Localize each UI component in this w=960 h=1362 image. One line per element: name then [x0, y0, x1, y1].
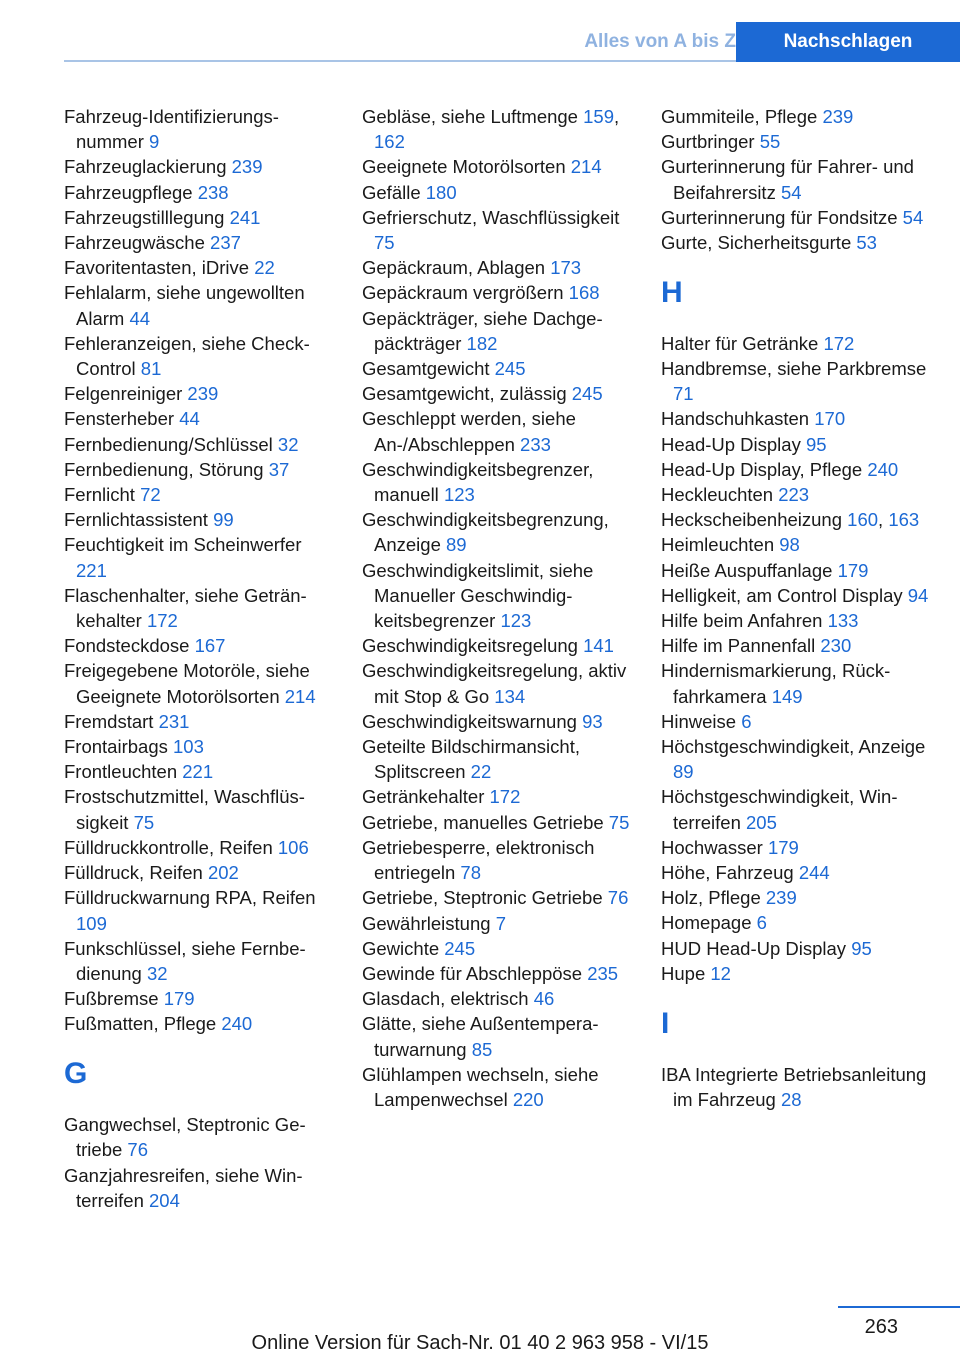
index-entry	[64, 205, 334, 230]
index-term: Hochwasser	[661, 836, 763, 858]
index-term: Fahrzeugstilllegung	[64, 206, 225, 228]
index-entry	[64, 280, 334, 330]
page-reference-link[interactable]: 172	[146, 610, 178, 632]
index-entry	[661, 835, 931, 860]
index-entry	[64, 406, 334, 431]
page-reference-link[interactable]: 214	[284, 685, 316, 707]
index-entry	[661, 860, 931, 885]
page-reference-link[interactable]: 37	[268, 458, 290, 480]
page-reference-link[interactable]: 214	[570, 156, 602, 178]
index-term: Gurte, Sicherheitsgurte	[661, 232, 852, 254]
index-term: Glätte, siehe Außentemperaturwarnung	[362, 1013, 599, 1060]
index-term: Hilfe beim Anfahren	[661, 610, 823, 632]
index-entry	[661, 910, 931, 935]
page-reference-link[interactable]: 172	[489, 786, 521, 808]
page-number: 263	[864, 1316, 898, 1338]
page-reference-link[interactable]: 134	[494, 685, 526, 707]
page-reference-link[interactable]: 180	[425, 181, 457, 203]
page-reference-link[interactable]: 163	[888, 509, 920, 531]
page-reference-link[interactable]: 75	[374, 232, 395, 254]
index-entry	[661, 608, 931, 633]
index-term: Geschwindigkeitsregelung, aktiv mit Stop & Go	[362, 660, 627, 707]
index-term: Gewährleistung	[362, 912, 491, 934]
index-entry	[661, 784, 931, 834]
index-term: Geschwindigkeitsregelung	[362, 635, 578, 657]
index-term: Handbremse, siehe Parkbremse	[661, 358, 927, 379]
index-column-2	[362, 104, 632, 1112]
index-entry	[64, 230, 334, 255]
page-reference-link[interactable]: 44	[129, 307, 151, 329]
index-entry	[362, 936, 632, 961]
index-entry	[661, 709, 931, 734]
index-entry	[362, 911, 632, 936]
index-term: Gewinde für Abschleppöse	[362, 962, 583, 984]
index-entry	[64, 1011, 334, 1036]
index-entry	[64, 507, 334, 532]
index-entry	[64, 381, 334, 406]
index-term: Heimleuchten	[661, 534, 775, 556]
index-term: Fahrzeug-Identifizierungsnummer	[64, 106, 279, 153]
index-term: Frostschutzmittel, Waschflüssigkeit	[64, 786, 305, 833]
page-reference-link[interactable]: 75	[608, 811, 630, 833]
page-reference-link[interactable]: 133	[827, 610, 859, 632]
index-entry	[661, 104, 931, 129]
index-term: Hindernismarkierung, Rückfahrkamera	[661, 660, 891, 707]
page-reference-link[interactable]: 28	[780, 1088, 802, 1110]
index-term: Gurtbringer	[661, 131, 755, 153]
index-entry	[362, 633, 632, 658]
index-entry	[362, 180, 632, 205]
page-reference-link[interactable]: 6	[756, 912, 767, 934]
index-term: Handschuhkasten	[661, 408, 810, 430]
index-term: Geschwindigkeitswarnung	[362, 710, 577, 732]
page-reference-link[interactable]: 223	[778, 484, 810, 506]
page-reference-link[interactable]: 99	[213, 509, 234, 531]
page-reference-link[interactable]: 95	[805, 433, 827, 455]
index-term: Gefrierschutz, Waschflüssigkeit	[362, 206, 620, 228]
page-reference-link[interactable]: 123	[500, 610, 532, 632]
index-term: Fußbremse	[64, 988, 159, 1010]
page-reference-link[interactable]: 71	[673, 383, 694, 405]
page-reference-link[interactable]: 89	[446, 534, 467, 556]
index-term: Getriebe, Steptronic Getriebe	[362, 887, 603, 909]
page-reference-link[interactable]: 221	[182, 761, 214, 783]
page-reference-link[interactable]: 22	[470, 761, 492, 783]
page-reference-link[interactable]: 32	[146, 962, 168, 984]
index-term: Fehleranzeigen, siehe Check-Control	[64, 332, 310, 380]
index-term: Gepäckträger, siehe Dachgepäckträger	[362, 307, 603, 354]
page-reference-link[interactable]: 76	[607, 887, 629, 909]
index-entry	[64, 835, 334, 860]
index-entry	[362, 356, 632, 381]
index-entry	[64, 583, 334, 633]
page-reference-link[interactable]: 162	[374, 131, 405, 153]
index-term: Glasdach, elektrisch	[362, 988, 529, 1010]
index-term: Gefälle	[362, 181, 421, 203]
page-reference-link[interactable]: 179	[767, 836, 799, 858]
page-reference-link[interactable]: 168	[568, 282, 600, 304]
index-entry	[64, 331, 334, 381]
index-term: Gurterinnerung für Fahrer- und Beifahrersitz	[661, 156, 914, 203]
page-reference-link[interactable]: 172	[823, 332, 855, 354]
index-term: Getriebe, manuelles Getriebe	[362, 811, 604, 833]
page-reference-link[interactable]: 179	[163, 988, 195, 1010]
index-entry	[64, 255, 334, 280]
index-entry	[362, 558, 632, 634]
page-reference-link[interactable]: 233	[520, 433, 551, 455]
index-entry: Heckscheibenheizung 160, 163	[661, 509, 920, 531]
index-entry	[661, 558, 931, 583]
footer-rule	[838, 1306, 960, 1308]
index-letter-heading: I	[661, 1006, 670, 1040]
page-reference-link[interactable]: 239	[231, 156, 263, 178]
index-entry	[64, 180, 334, 205]
index-entry	[64, 784, 334, 834]
page-reference-link[interactable]: 54	[780, 181, 802, 203]
index-term: Fülldruck, Reifen	[64, 862, 203, 884]
index-entry	[661, 961, 931, 986]
index-entry	[64, 734, 334, 759]
index-entry	[64, 658, 334, 708]
page-reference-link[interactable]: 103	[173, 736, 204, 758]
page-reference-link[interactable]: 98	[779, 534, 800, 556]
index-term: Head-Up Display	[661, 433, 801, 455]
index-entry	[64, 860, 334, 885]
index-entry: Gebläse, siehe Luftmenge 159, 162	[362, 106, 620, 153]
page-reference-link[interactable]: 55	[759, 131, 781, 153]
index-term: Geeignete Motorölsorten	[362, 156, 566, 178]
page-reference-link[interactable]: 240	[867, 458, 899, 480]
page-reference-link[interactable]: 179	[837, 559, 869, 581]
index-term: Höchstgeschwindigkeit, Winterreifen	[661, 786, 898, 833]
index-term: Favoritentasten, iDrive	[64, 257, 250, 279]
page-reference-link[interactable]: 239	[822, 106, 854, 127]
page-reference-link[interactable]: 239	[187, 383, 219, 405]
page-reference-link[interactable]: 230	[820, 635, 852, 657]
index-entry	[661, 205, 931, 230]
page-reference-link[interactable]: 235	[587, 962, 619, 984]
index-entry	[362, 961, 632, 986]
page-reference-link[interactable]: 245	[444, 937, 476, 959]
index-term: Frontleuchten	[64, 761, 178, 783]
index-column-3	[661, 104, 931, 1112]
index-term: Helligkeit, am Control Display	[661, 584, 903, 606]
index-entry	[362, 507, 632, 557]
page-reference-link[interactable]: 237	[210, 232, 241, 254]
page-reference-link[interactable]: 76	[127, 1139, 148, 1161]
index-term: Fernlicht	[64, 484, 135, 506]
index-entry	[64, 532, 334, 582]
index-column-1	[64, 104, 334, 1213]
page-reference-link[interactable]: 170	[814, 408, 846, 430]
index-entry	[362, 658, 632, 708]
page-reference-link[interactable]: 160	[847, 509, 879, 531]
index-term: Fondsteckdose	[64, 635, 190, 657]
index-term: Glühlampen wechseln, siehe Lampenwechsel	[362, 1063, 599, 1110]
page-reference-link[interactable]: 54	[902, 206, 924, 228]
index-term: Gewichte	[362, 937, 440, 959]
page-reference-link[interactable]: 78	[460, 862, 481, 884]
page-reference-link[interactable]: 94	[907, 584, 929, 606]
page-reference-link[interactable]: 6	[741, 710, 752, 732]
index-entry	[661, 457, 931, 482]
index-term: Geschwindigkeitslimit, siehe Manueller Geschwindigkeitsbegrenzer	[362, 559, 594, 632]
page-reference-link[interactable]: 53	[856, 232, 877, 254]
index-term: Geschwindigkeitsbegrenzer, manuell	[362, 458, 594, 506]
chapter-tab-active[interactable]: Nachschlagen	[736, 22, 960, 62]
index-term: Heckleuchten	[661, 484, 774, 506]
index-entry	[661, 331, 931, 356]
index-term: Ganzjahresreifen, siehe Winterreifen	[64, 1164, 303, 1211]
index-term: Gesamtgewicht, zulässig	[362, 383, 567, 405]
page-reference-link[interactable]: 22	[254, 257, 275, 279]
index-entry	[661, 154, 931, 204]
index-term: IBA Integrierte Betriebsanleitung im Fahrzeug	[661, 1063, 927, 1110]
index-term: Heiße Auspuffanlage	[661, 559, 833, 581]
index-term: Gangwechsel, Steptronic Getriebe	[64, 1114, 306, 1161]
page-reference-link[interactable]: 245	[571, 383, 603, 405]
index-entry	[362, 280, 632, 305]
index-term: Fensterheber	[64, 408, 175, 430]
index-entry	[64, 709, 334, 734]
index-term: Homepage	[661, 912, 752, 934]
index-entry	[362, 406, 632, 456]
index-term: Gurterinnerung für Fondsitze	[661, 206, 898, 228]
index-term: Gummiteile, Pflege	[661, 106, 818, 127]
index-term: Flaschenhalter, siehe Getränkehalter	[64, 584, 307, 632]
index-term: Felgenreiniger	[64, 383, 183, 405]
index-entry	[64, 482, 334, 507]
index-entry	[661, 583, 931, 608]
page-reference-link[interactable]: 93	[582, 710, 603, 732]
page-reference-link[interactable]: 12	[710, 962, 731, 984]
index-entry	[362, 306, 632, 356]
index-entry	[661, 532, 931, 557]
index-entry	[661, 129, 931, 154]
page-reference-link[interactable]: 221	[76, 559, 107, 581]
index-entry	[661, 658, 931, 708]
index-term: Head-Up Display, Pflege	[661, 458, 863, 480]
index-entry	[661, 936, 931, 961]
index-entry	[64, 154, 334, 179]
page-reference-link[interactable]: 141	[583, 635, 614, 657]
index-term: Heckscheibenheizung	[661, 509, 843, 531]
page-reference-link[interactable]: 106	[277, 836, 309, 858]
index-term: Fernbedienung/Schlüssel	[64, 433, 273, 455]
index-entry	[661, 734, 931, 784]
index-term: Fernlichtassistent	[64, 509, 208, 531]
page-reference-link[interactable]: 220	[512, 1088, 544, 1110]
page-reference-link[interactable]: 7	[495, 912, 506, 934]
index-term: Getriebesperre, elektronisch entriegeln	[362, 836, 595, 884]
index-entry	[64, 1163, 334, 1213]
index-term: Fülldruckwarnung RPA, Reifen	[64, 887, 316, 909]
page-reference-link[interactable]: 231	[158, 710, 190, 732]
page-reference-link[interactable]: 89	[673, 761, 694, 783]
page-reference-link[interactable]: 245	[494, 358, 526, 380]
page-reference-link[interactable]: 46	[533, 988, 555, 1010]
index-entry	[362, 154, 632, 179]
index-entry	[64, 936, 334, 986]
index-entry	[362, 885, 632, 910]
index-term: Feuchtigkeit im Scheinwerfer	[64, 534, 302, 556]
index-entry	[661, 356, 931, 406]
page-reference-link[interactable]: 32	[277, 433, 299, 455]
index-term: Gepäckraum, Ablagen	[362, 257, 546, 279]
index-entry	[362, 709, 632, 734]
page-reference-link[interactable]: 204	[149, 1189, 180, 1211]
index-term: Fußmatten, Pflege	[64, 1013, 217, 1035]
index-entry	[362, 784, 632, 809]
page-reference-link[interactable]: 123	[443, 484, 475, 506]
index-term: Halter für Getränke	[661, 332, 819, 354]
index-term: Fahrzeugpflege	[64, 181, 193, 203]
index-entry	[362, 457, 632, 507]
index-term: Höchstgeschwindigkeit, Anzeige	[661, 736, 926, 758]
index-entry	[661, 1062, 931, 1112]
index-term: Getränkehalter	[362, 786, 485, 808]
index-entry	[362, 1062, 632, 1112]
index-entry	[362, 986, 632, 1011]
index-entry	[661, 482, 931, 507]
page-reference-link[interactable]: 182	[466, 332, 498, 354]
index-entry	[661, 406, 931, 431]
index-term: Gesamtgewicht	[362, 358, 490, 380]
index-letter-heading: H	[661, 275, 683, 309]
index-term: Geschleppt werden, siehe An-/Abschleppen	[362, 408, 576, 455]
page-reference-link[interactable]: 72	[140, 484, 161, 506]
page-reference-link[interactable]: 173	[550, 257, 582, 279]
index-entry	[64, 885, 334, 935]
page-reference-link[interactable]: 205	[746, 811, 777, 833]
index-entry	[64, 986, 334, 1011]
page-reference-link[interactable]: 109	[76, 912, 107, 934]
index-entry	[661, 885, 931, 910]
index-term: Freigegebene Motoröle, siehe Geeignete Motorölsorten	[64, 660, 310, 707]
index-entry	[64, 633, 334, 658]
page-reference-link[interactable]: 240	[221, 1013, 253, 1035]
page-reference-link[interactable]: 167	[194, 635, 226, 657]
page-reference-link[interactable]: 159	[583, 106, 614, 127]
page-reference-link[interactable]: 239	[765, 887, 797, 909]
index-term: Funkschlüssel, siehe Fernbedienung	[64, 937, 306, 984]
index-entry	[661, 633, 931, 658]
index-entry	[362, 810, 632, 835]
page-reference-link[interactable]: 241	[229, 206, 261, 228]
index-term: Fehlalarm, siehe ungewollten Alarm	[64, 282, 305, 329]
index-term: Hinweise	[661, 710, 737, 732]
index-term: Höhe, Fahrzeug	[661, 862, 794, 884]
index-entry	[362, 205, 632, 255]
page-reference-link[interactable]: 95	[851, 937, 872, 959]
index-term: Gebläse, siehe Luftmenge	[362, 106, 578, 127]
index-term: Hupe	[661, 962, 706, 984]
index-entry	[362, 1011, 632, 1061]
page-reference-link[interactable]: 149	[771, 685, 803, 707]
page-reference-link[interactable]: 202	[207, 862, 239, 884]
index-term: Holz, Pflege	[661, 887, 761, 909]
index-term: Gepäckraum vergrößern	[362, 282, 564, 304]
index-term: Fahrzeuglackierung	[64, 156, 227, 178]
index-term: Frontairbags	[64, 736, 168, 758]
index-term: Fernbedienung, Störung	[64, 458, 264, 480]
index-entry	[64, 457, 334, 482]
section-tab[interactable]: Alles von A bis Z	[584, 31, 736, 52]
page-reference-link[interactable]: 81	[140, 358, 162, 380]
index-term: HUD Head-Up Display	[661, 937, 847, 959]
index-entry	[64, 1112, 334, 1162]
index-entry	[362, 835, 632, 885]
index-entry	[661, 432, 931, 457]
index-entry	[362, 255, 632, 280]
index-term: Hilfe im Pannenfall	[661, 635, 816, 657]
index-term: Geteilte Bildschirmansicht, Splitscreen	[362, 736, 580, 783]
index-entry	[661, 230, 931, 255]
page-reference-link[interactable]: 75	[133, 811, 155, 833]
index-term: Geschwindigkeitsbegrenzung, Anzeige	[362, 509, 609, 556]
index-letter-heading: G	[64, 1057, 88, 1091]
index-entry	[64, 432, 334, 457]
page-reference-link[interactable]: 44	[179, 408, 200, 430]
page-reference-link[interactable]: 244	[798, 862, 830, 884]
index-entry	[362, 734, 632, 784]
page-reference-link[interactable]: 85	[471, 1038, 493, 1060]
page-reference-link[interactable]: 238	[197, 181, 229, 203]
index-entry	[64, 759, 334, 784]
index-entry	[362, 381, 632, 406]
page-reference-link[interactable]: 9	[149, 131, 160, 153]
index-term: Fremdstart	[64, 710, 154, 732]
footer-version-text: Online Version für Sach-Nr. 01 40 2 963 958 - VI/15	[251, 1332, 709, 1354]
index-term: Fahrzeugwäsche	[64, 232, 205, 254]
index-term: Fülldruckkontrolle, Reifen	[64, 836, 273, 858]
index-entry	[64, 104, 334, 154]
